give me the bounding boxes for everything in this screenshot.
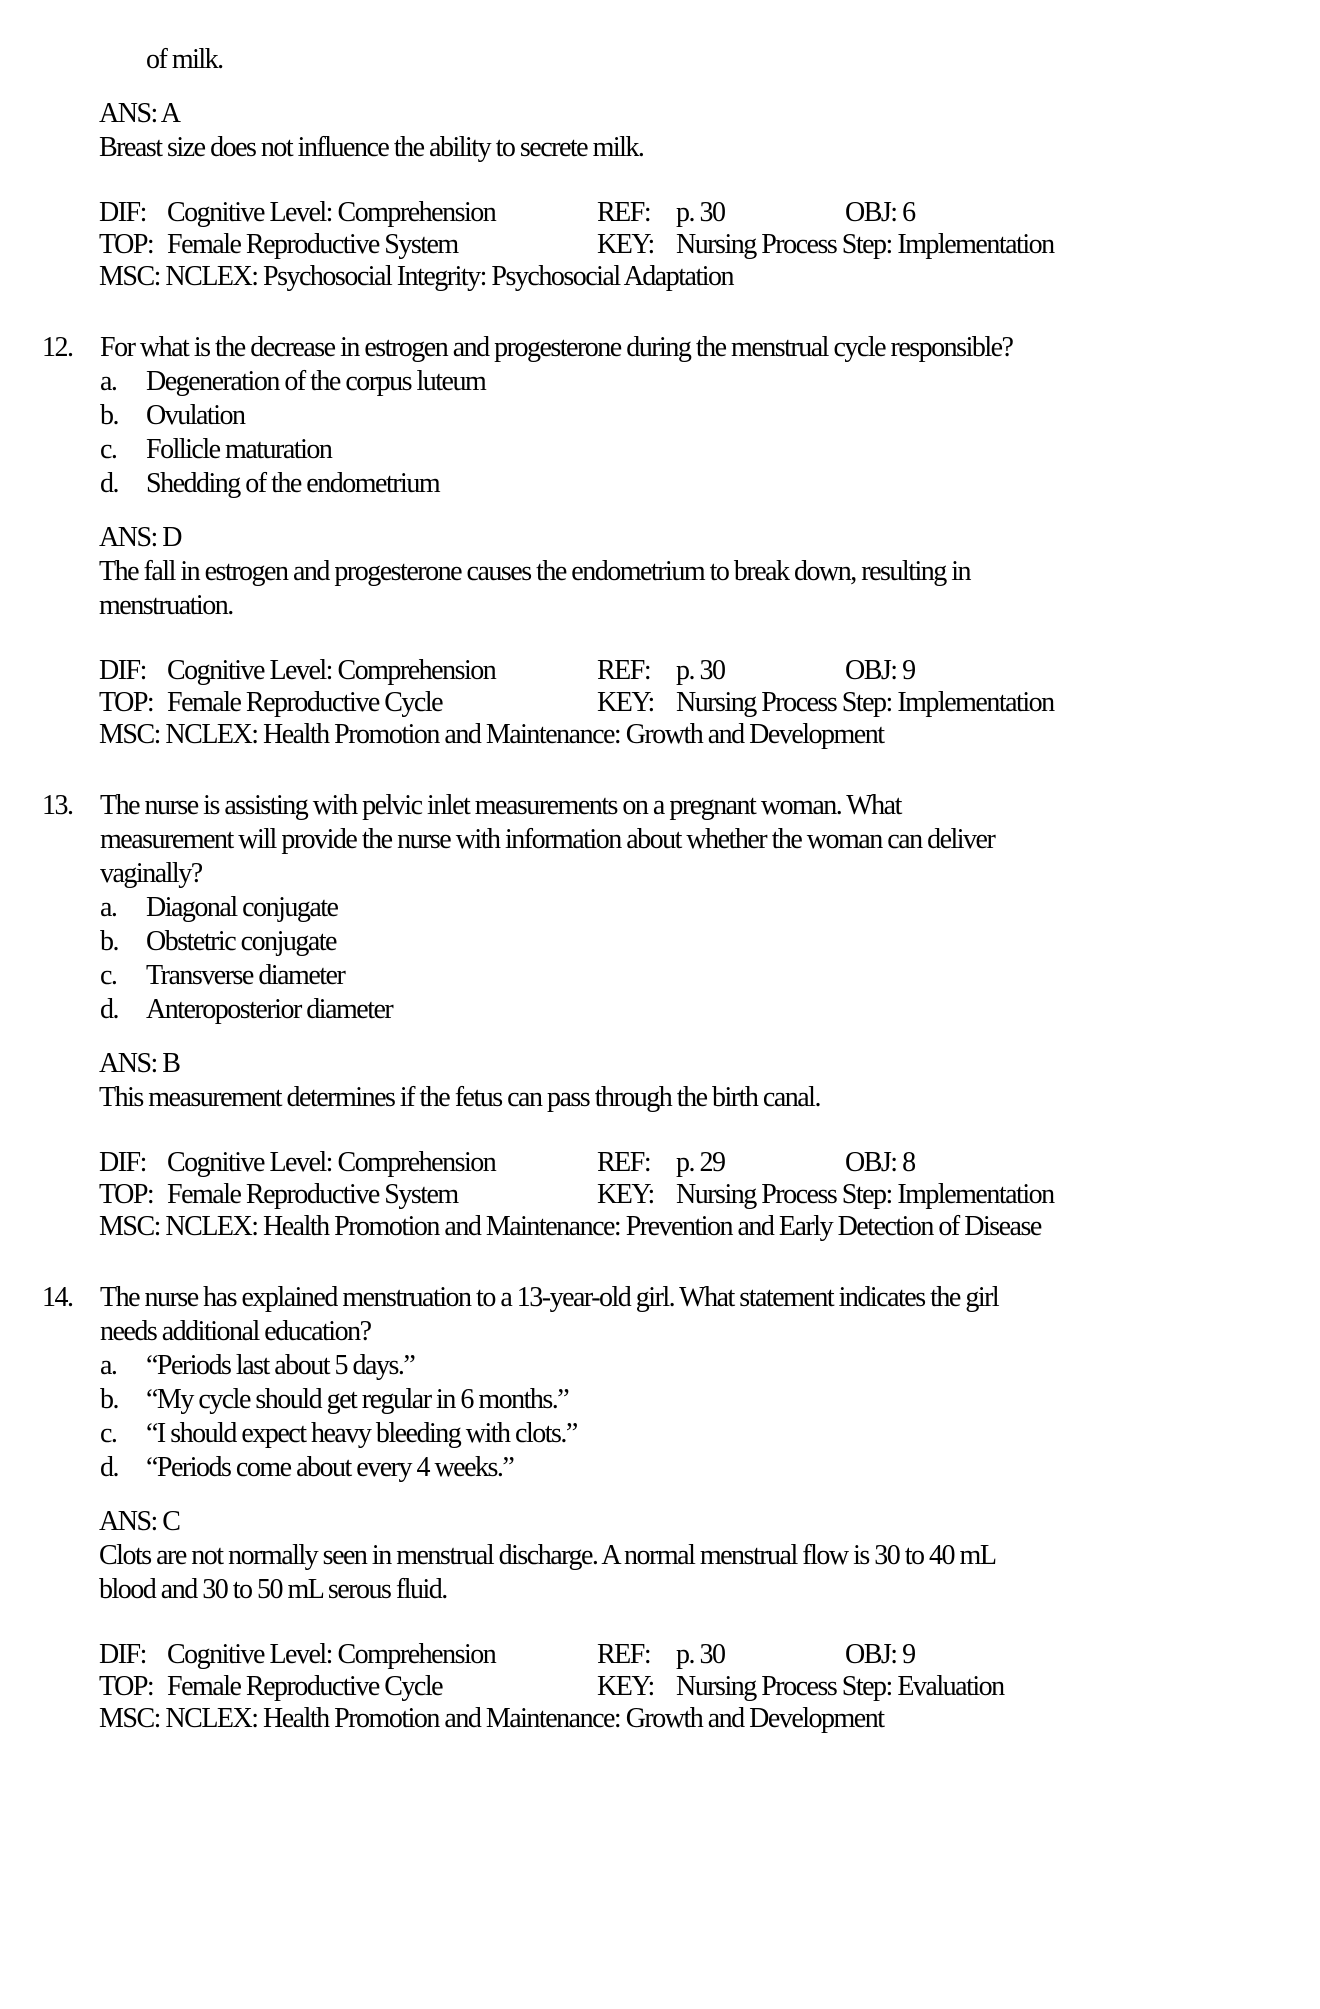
meta-ref-value: p. 30 [676,655,725,686]
meta-top-value: Female Reproductive Cycle [167,687,443,718]
option-letter: c. [100,434,117,465]
question-stem-text: vaginally? [100,858,202,889]
option-row [0,891,1320,925]
meta-key-value: Nursing Process Step: Implementation [676,687,1054,718]
question-stem-line [0,789,1320,823]
meta-msc-row [99,1211,1320,1243]
option-text: Follicle maturation [146,434,332,465]
question-stem-line [0,1281,1320,1315]
option-row [0,365,1320,399]
meta-dif-row [99,1639,1320,1671]
option-text: Ovulation [146,400,245,431]
meta-dif-label: DIF: [99,197,146,228]
question-stem [0,1281,1320,1349]
option-row [0,1417,1320,1451]
option-text: Diagonal conjugate [146,892,338,923]
meta-top-value: Female Reproductive Cycle [167,1671,443,1702]
question-stem-text: The nurse has explained menstruation to a 13-year-old girl. What statement indicates the girl [100,1282,999,1313]
option-row [0,467,1320,501]
question-stem-text: For what is the decrease in estrogen and progesterone during the menstrual cycle responsible? [100,332,1013,363]
meta-ref-label: REF: [597,1147,651,1178]
question-number: 12. [42,332,73,363]
question-block [0,331,1320,751]
option-row [0,959,1320,993]
meta-dif-value: Cognitive Level: Comprehension [167,197,496,228]
answer-line: ANS: D [99,522,182,553]
option-row [0,1349,1320,1383]
option-text: Obstetric conjugate [146,926,336,957]
rationale-line: This measurement determines if the fetus can pass through the birth canal. [99,1082,820,1113]
meta-msc-row [99,719,1320,751]
meta-block [0,655,1320,751]
rationale-line: The fall in estrogen and progesterone causes the endometrium to break down, resulting in [99,556,971,587]
option-letter: c. [100,960,117,991]
meta-dif-label: DIF: [99,1639,146,1670]
option-letter: a. [100,892,117,923]
question-rationale [0,1081,1320,1115]
meta-key-label: KEY: [597,229,654,260]
option-text: “Periods last about 5 days.” [146,1350,415,1381]
question-fragment [0,43,1320,293]
meta-top-label: TOP: [99,229,154,260]
meta-ref-value: p. 29 [676,1147,725,1178]
option-text: Anteroposterior diameter [146,994,393,1025]
option-letter: b. [100,1384,118,1415]
meta-dif-label: DIF: [99,655,146,686]
meta-obj-value: OBJ: 9 [845,655,915,686]
meta-dif-row [99,197,1320,229]
option-row [0,1451,1320,1485]
question-stem [0,789,1320,891]
question-stem-text: The nurse is assisting with pelvic inlet measurements on a pregnant woman. What [100,790,901,821]
option-letter: c. [100,1418,117,1449]
option-letter: a. [100,366,117,397]
rationale-line: Breast size does not influence the ability to secrete milk. [99,132,644,163]
meta-key-label: KEY: [597,687,654,718]
rationale-line: menstruation. [99,590,233,621]
meta-obj-value: OBJ: 9 [845,1639,915,1670]
option-row [0,925,1320,959]
option-continuation-line: of milk. [146,44,223,75]
question-stem-line [0,823,1320,857]
answer-line: ANS: C [99,1506,180,1537]
option-text: Transverse diameter [146,960,345,991]
meta-key-value: Nursing Process Step: Implementation [676,1179,1054,1210]
option-letter: a. [100,1350,117,1381]
meta-msc-value: MSC: NCLEX: Psychosocial Integrity: Psychosocial Adaptation [99,261,734,292]
answer-line: ANS: A [99,98,180,129]
meta-dif-value: Cognitive Level: Comprehension [167,1147,496,1178]
meta-ref-label: REF: [597,655,651,686]
meta-top-row [99,229,1320,261]
rationale-line: Clots are not normally seen in menstrual discharge. A normal menstrual flow is 30 to 40 mL [99,1540,996,1571]
option-row [0,993,1320,1027]
meta-top-value: Female Reproductive System [167,1179,458,1210]
question-block [0,1281,1320,1735]
meta-ref-value: p. 30 [676,197,725,228]
option-row [0,1383,1320,1417]
option-letter: d. [100,1452,118,1483]
option-row [0,399,1320,433]
meta-dif-label: DIF: [99,1147,146,1178]
meta-top-label: TOP: [99,1671,154,1702]
option-text: Shedding of the endometrium [146,468,440,499]
meta-top-label: TOP: [99,1179,154,1210]
meta-msc-row [99,261,1320,293]
meta-msc-value: MSC: NCLEX: Health Promotion and Maintenance: Prevention and Early Detection of Disease [99,1211,1041,1242]
option-letter: d. [100,994,118,1025]
meta-dif-value: Cognitive Level: Comprehension [167,1639,496,1670]
answer-line: ANS: B [99,1048,180,1079]
question-rationale [0,1539,1320,1607]
meta-key-value: Nursing Process Step: Evaluation [676,1671,1004,1702]
meta-top-value: Female Reproductive System [167,229,458,260]
meta-ref-value: p. 30 [676,1639,725,1670]
meta-dif-row [99,1147,1320,1179]
question-stem-line [0,331,1320,365]
question-stem-line [0,857,1320,891]
option-letter: b. [100,926,118,957]
meta-msc-value: MSC: NCLEX: Health Promotion and Maintenance: Growth and Development [99,1703,884,1734]
questions [0,331,1320,1735]
meta-block [0,197,1320,293]
question-number: 13. [42,790,73,821]
meta-key-label: KEY: [597,1179,654,1210]
question-stem-line [0,1315,1320,1349]
meta-top-row [99,1671,1320,1703]
option-letter: d. [100,468,118,499]
meta-ref-label: REF: [597,1639,651,1670]
meta-block [0,1147,1320,1243]
meta-ref-label: REF: [597,197,651,228]
question-block [0,789,1320,1243]
question-stem-text: measurement will provide the nurse with information about whether the woman can deliver [100,824,995,855]
meta-dif-row [99,655,1320,687]
meta-msc-value: MSC: NCLEX: Health Promotion and Maintenance: Growth and Development [99,719,884,750]
option-text: “Periods come about every 4 weeks.” [146,1452,514,1483]
meta-key-value: Nursing Process Step: Implementation [676,229,1054,260]
meta-obj-value: OBJ: 8 [845,1147,915,1178]
question-options [0,1349,1320,1485]
meta-top-row [99,1179,1320,1211]
meta-key-label: KEY: [597,1671,654,1702]
meta-top-label: TOP: [99,687,154,718]
meta-top-row [99,687,1320,719]
question-options [0,365,1320,501]
question-rationale [0,555,1320,623]
meta-dif-value: Cognitive Level: Comprehension [167,655,496,686]
question-options [0,891,1320,1027]
option-text: “I should expect heavy bleeding with clots.” [146,1418,577,1449]
option-text: “My cycle should get regular in 6 months.” [146,1384,569,1415]
option-row [0,433,1320,467]
question-number: 14. [42,1282,73,1313]
meta-msc-row [99,1703,1320,1735]
option-text: Degeneration of the corpus luteum [146,366,486,397]
question-stem [0,331,1320,365]
meta-obj-value: OBJ: 6 [845,197,915,228]
option-letter: b. [100,400,118,431]
meta-block [0,1639,1320,1735]
rationale-line: blood and 30 to 50 mL serous fluid. [99,1574,447,1605]
question-stem-text: needs additional education? [100,1316,371,1347]
